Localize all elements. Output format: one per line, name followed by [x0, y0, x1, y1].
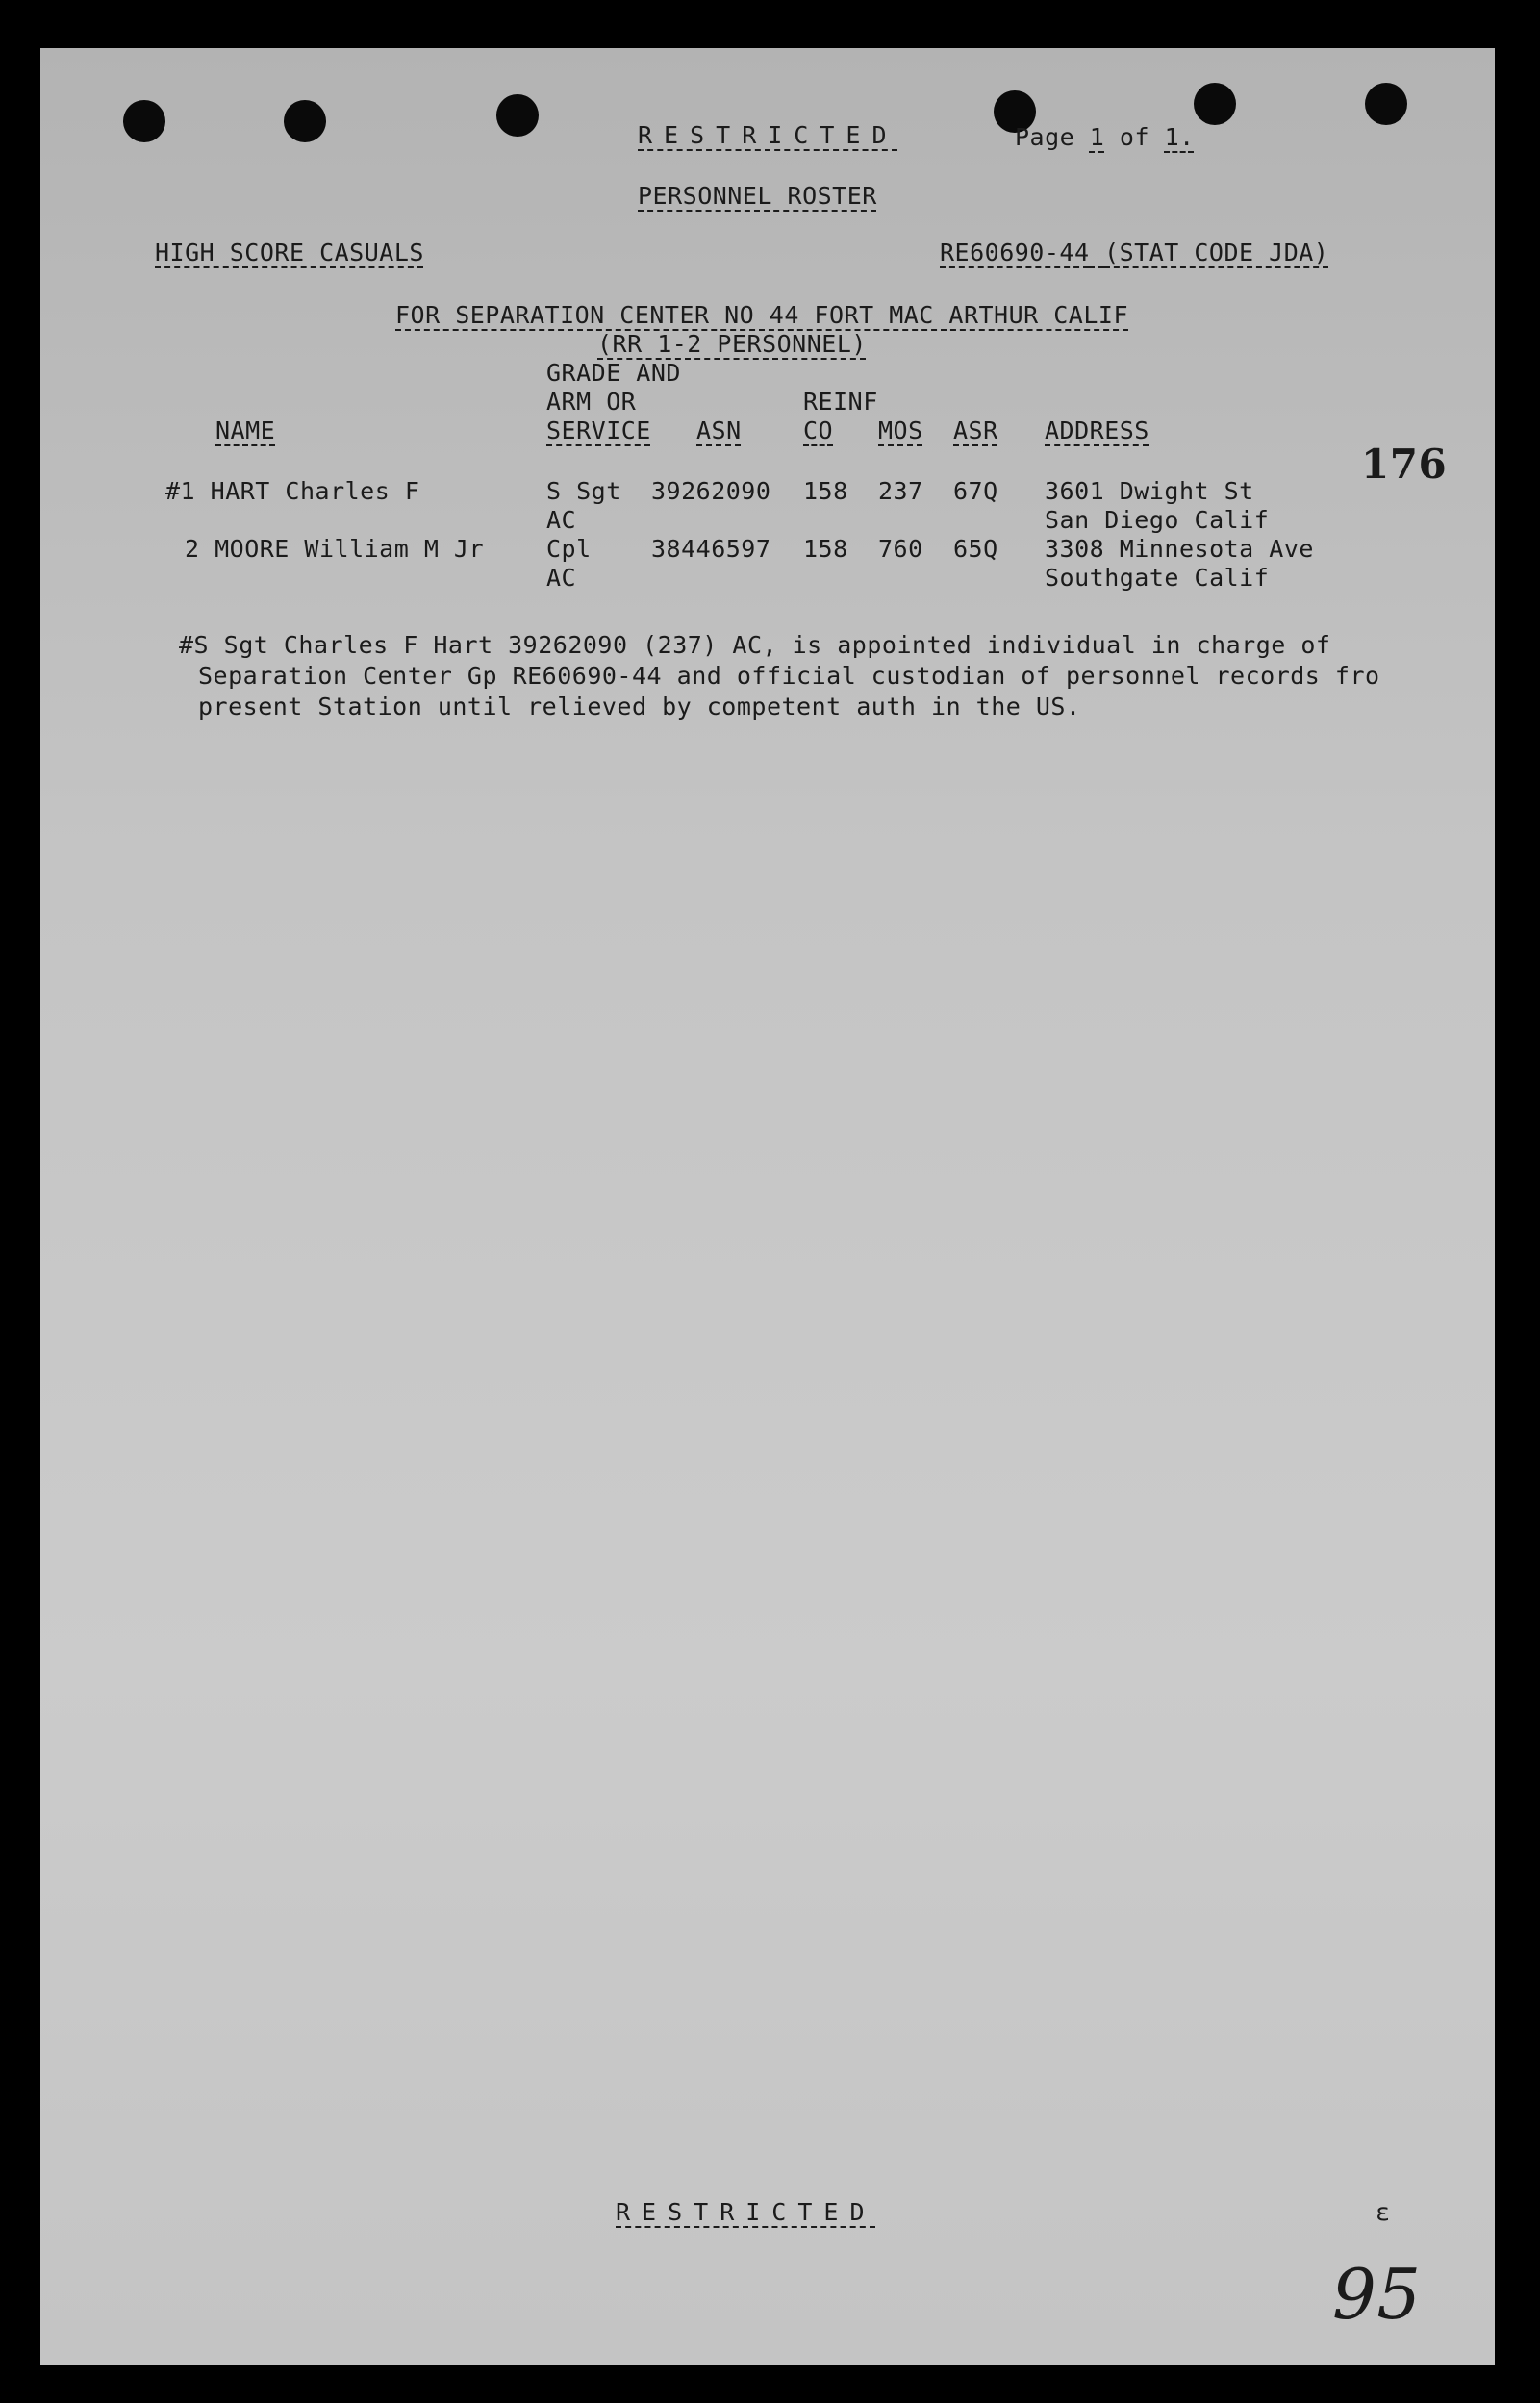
note-line: #S Sgt Charles F Hart 39262090 (237) AC, is appointed individual in charge of — [179, 631, 1331, 659]
row-asr: 67Q — [953, 477, 998, 505]
row-co: 158 — [803, 535, 848, 563]
row-address-line2: San Diego Calif — [1045, 506, 1270, 534]
stamp-number: 176 — [1361, 441, 1448, 488]
punch-hole — [123, 100, 165, 142]
row-address-line2: Southgate Calif — [1045, 564, 1270, 592]
row-asn: 39262090 — [651, 477, 771, 505]
classification-header: RESTRICTED — [638, 121, 898, 149]
col-mos: MOS — [878, 417, 923, 444]
document-page — [40, 48, 1495, 2365]
row-name: #1 HART Charles F — [165, 477, 420, 505]
group-label: HIGH SCORE CASUALS — [155, 239, 424, 266]
col-name: NAME — [215, 417, 276, 444]
row-address-line1: 3601 Dwight St — [1045, 477, 1254, 505]
col-grade-line2: ARM OR — [546, 388, 637, 416]
row-grade: Cpl — [546, 535, 592, 563]
group-code-value: RE60690-44 — [940, 239, 1090, 266]
page-of: of — [1119, 123, 1150, 151]
stat-code: (STAT CODE JDA) — [1104, 239, 1329, 266]
punch-hole — [496, 94, 539, 137]
note-line: present Station until relieved by competent auth in the US. — [198, 693, 1081, 721]
handwritten-number: 95 — [1332, 2254, 1422, 2335]
col-asn: ASN — [696, 417, 742, 444]
row-service: AC — [546, 506, 577, 534]
row-mos: 760 — [878, 535, 923, 563]
destination: FOR SEPARATION CENTER NO 44 FORT MAC ARTHUR CALIF — [395, 301, 1129, 329]
row-asr: 65Q — [953, 535, 998, 563]
roster-title: PERSONNEL ROSTER — [638, 182, 877, 210]
row-grade: S Sgt — [546, 477, 621, 505]
page-number: 1 — [1089, 123, 1105, 151]
classification-footer: RESTRICTED — [616, 2198, 876, 2226]
footer-mark: ε — [1376, 2198, 1391, 2226]
col-grade-line1: GRADE AND — [546, 359, 681, 387]
row-mos: 237 — [878, 477, 923, 505]
row-asn: 38446597 — [651, 535, 771, 563]
punch-hole — [1365, 83, 1407, 125]
page-total: 1. — [1164, 123, 1195, 151]
row-name: 2 MOORE William M Jr — [185, 535, 485, 563]
col-reinf-line1: REINF — [803, 388, 878, 416]
col-service: SERVICE — [546, 417, 651, 444]
sub-destination: (RR 1-2 PERSONNEL) — [597, 330, 867, 358]
page-indicator — [1015, 123, 1195, 152]
punch-hole — [284, 100, 326, 142]
row-service: AC — [546, 564, 577, 592]
page-label: Page — [1015, 123, 1075, 151]
group-code — [940, 239, 1328, 267]
note-line: Separation Center Gp RE60690-44 and official custodian of personnel records fro — [198, 662, 1380, 690]
col-co: CO — [803, 417, 834, 444]
punch-hole — [1194, 83, 1236, 125]
row-address-line1: 3308 Minnesota Ave — [1045, 535, 1314, 563]
col-asr: ASR — [953, 417, 998, 444]
row-co: 158 — [803, 477, 848, 505]
col-address: ADDRESS — [1045, 417, 1149, 444]
